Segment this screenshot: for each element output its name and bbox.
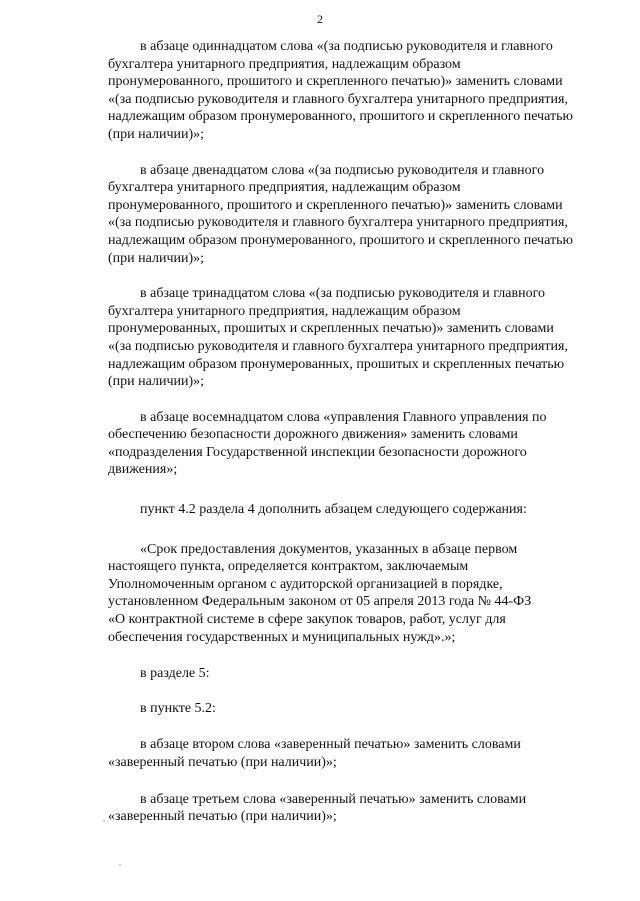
paragraph-8: в пункте 5.2: bbox=[140, 700, 216, 716]
paragraph-2: в абзаце двенадцатом слова «(за подписью руководителя и главного бухгалтера унитарного предприятия, надлежащим образом пронумерованного, прошитого и скрепленного печатью)» заменить словами «(за подписью руководителя и главного бухгалтера унитарного предприятия, надлежащим образом пронумерованного, прошитого и скрепленного печатью (при наличии)»; bbox=[108, 162, 573, 266]
page-number: 2 bbox=[317, 12, 323, 26]
paragraph-9: в абзаце втором слова «заверенный печатью» заменить словами «заверенный печатью (при наличии)»; bbox=[108, 737, 521, 770]
paragraph-1: в абзаце одиннадцатом слова «(за подписью руководителя и главного бухгалтера унитарного предприятия, надлежащим образом пронумерованного, прошитого и скрепленного печатью)» заменить словами «(за подписью руководителя и главного бухгалтера унитарного предприятия, надлежащим образом пронумерованного, прошитого и скрепленного печатью (при наличии)»; bbox=[108, 39, 573, 142]
scan-speck bbox=[103, 820, 105, 822]
paragraph-6: «Срок предоставления документов, указанных в абзаце первом настоящего пункта, определяется контрактом, заключаемым Уполномоченным органом с аудиторской организацией в порядке, установленном Федеральным законом от 05 апреля 2013 года № 44-ФЗ «О контрактной системе в сфере закупок товаров, работ, услуг для обеспечения государственных и муниципальных нужд».»; bbox=[108, 541, 532, 645]
paragraph-10: в абзаце третьем слова «заверенный печатью» заменить словами «заверенный печатью (при наличии)»; bbox=[108, 791, 527, 825]
document-body bbox=[108, 38, 621, 826]
scan-speck bbox=[119, 864, 121, 866]
paragraph-4: в абзаце восемнадцатом слова «управления Главного управления по обеспечению безопасности дорожного движения» заменить словами «подразделения Государственной инспекции безопасности дорожного движения»; bbox=[108, 409, 547, 478]
paragraph-5: пункт 4.2 раздела 4 дополнить абзацем следующего содержания: bbox=[140, 502, 527, 518]
paragraph-3: в абзаце тринадцатом слова «(за подписью руководителя и главного бухгалтера унитарного предприятия, надлежащим образом пронумерованных, прошитых и скрепленных печатью)» заменить словами «(за подписью руководителя и главного бухгалтера унитарного предприятия, надлежащим образом пронумерованных, прошитых и скрепленных печатью (при наличии)»; bbox=[108, 286, 568, 390]
paragraph-7: в разделе 5: bbox=[140, 666, 210, 682]
